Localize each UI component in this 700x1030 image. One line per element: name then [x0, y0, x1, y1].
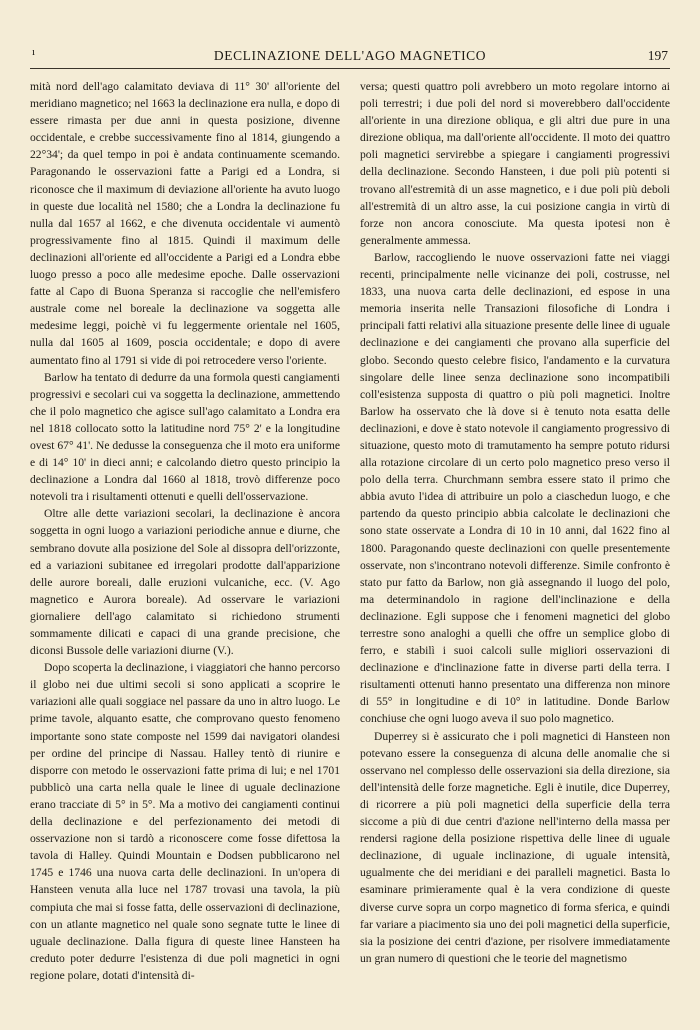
paragraph: Dopo scoperta la declinazione, i viaggiatori che hanno percorso il globo nei due ultimi secoli si sono applicati a scoprire le variazioni alle quali soggiace nel passare da uno in altro luogo. Le prime tavole, alquanto esatte, che comprovano questo fenomeno importante sono state composte nel 1599 dai navigatori olandesi per ordine del principe di Nassau. Halley tentò di riunire e disporre con metodo le osservazioni fatte prima di lui; e nel 1701 pubblicò una carta nella quale le linee di uguale declinazione erano tracciate di 5° in 5°. Ma a motivo dei cangiamenti continui della declinazione e del perfezionamento dei metodi di osservazione non si tardò a riconoscere come fosse difettosa la tavola di Halley. Quindi Mountain e Dodsen pubblicarono nel 1745 e 1746 una nuova carta delle declinazioni. In un'opera di Hansteen venuta alla luce nel 1787 trovasi una tavola, la più compiuta che mai si fosse fatta, delle osservazioni di declinazione, con un atlante magnetico nel quale sono segnate tutte le linee di uguale declinazione. Dalla figura di queste linee Hansteen ha creduto poter dedurre l'esistenza di due poli magnetici in ogni regione polare, dotati d'intensità di- — [30, 661, 340, 982]
paragraph: Barlow, raccogliendo le nuove osservazioni fatte nei viaggi recenti, principalmente nelle vicinanze dei poli, costrusse, nel 1833, una nuova carta delle declinazioni, ed espose in una memoria inserita nelle Transazioni filosofiche di Londra i principali fatti relativi alla situazione presente delle linee di uguale declinazione e dei cangiamenti che provano alla superficie del globo. Secondo questo celebre fisico, l'andamento e la curvatura singolare delle linee senza declinazione sono incompatibili coll'esistenza supposta di quattro o più poli magnetici. Inoltre Barlow ha osservato che là dove si è tenuto nota esatta delle declinazioni, e dove è stato notevole il cangiamento progressivo di situazione, questo moto di tramutamento ha sempre potuto ridursi alla rotazione circolare di un certo polo magnetico preso verso il polo della terra. Churchmann sembra essere stato il primo che abbia avuto l'idea di attribuire un polo a ciaschedun luogo, e che partendo da questo principio abbia calcolate le declinazioni che sono state osservate a Londra di 10 in 10 anni, dal 1622 fino al 1800. Paragonando queste declinazioni con quelle presentemente osservate, non s'incontrano notevoli differenze. Simile confronto è stato pur fatto da Barlow, non già assegnando il luogo del polo, ma determinandolo in ragione dell'inclinazione e della declinazione. Egli suppose che i fenomeni magnetici del globo terrestre sono analoghi a quelli che offre un semplice globo di ferro, e stabilì i suoi calcoli sulle migliori osservazioni di declinazione e d'inclinazione fatte in diverse parti della terra. I risultamenti ottenuti hanno presentato una differenza non minore di 55° in longitudine e di 10° in latitudine. Donde Barlow conchiuse che ogni luogo aveva il suo polo magnetico. — [360, 250, 670, 726]
running-title: DECLINAZIONE DELL'AGO MAGNETICO — [213, 48, 487, 63]
paragraph: Duperrey si è assicurato che i poli magnetici di Hansteen non potevano essere la conseguenza di alcuna delle anomalie che si osservano nel complesso delle osservazioni sia della direzione, sia dell'intensità delle forze magnetiche. Egli è inutile, dice Duperrey, di ricorrere a più poli magnetici della superficie della terra siccome a più di due centri d'azione nell'interno della massa per rendersi ragione della posizione rispettiva delle linee di uguale declinazione, di uguale inclinazione, di uguale intensità, ugualmente che dei meridiani e dei paralleli magnetici. Basta lo esaminare primieramente qual è la vera condizione di queste diverse curve sopra un corpo magnetico di forma sferica, e quindi far variare a piacimento sia uno dei poli magnetici della superficie, sia la posizione dei centri d'azione, per risolvere immediatamente un gran numero di questioni che le teorie del magnetismo — [360, 729, 670, 965]
margin-mark: ı — [32, 46, 36, 58]
paragraph: versa; questi quattro poli avrebbero un moto regolare intorno ai poli terrestri; i due poli del nord si moverebbero dall'occidente all'oriente in una direzione obliqua, e gli altri due pure in una direzione obliqua, ma dall'oriente all'occidente. Il moto dei quattro poli magnetici servirebbe a spiegare i cangiamenti progressivi della declinazione. Secondo Hansteen, i due poli più potenti si trovano all'estremità di un asse magnetico, e i due poli più deboli all'estremità di un altro asse, la cui posizione cangia in virtù di forze non ancora conosciute. Ma questa ipotesi non è generalmente ammessa. — [360, 80, 670, 247]
right-column — [360, 78, 670, 1013]
running-header — [30, 46, 670, 69]
page-number: 197 — [647, 48, 668, 63]
paragraph: Oltre alle dette variazioni secolari, la declinazione è ancora soggetta in ogni luogo a variazioni periodiche annue e diurne, che sembrano dovute alla posizione del Sole al dissopra dell'orizzonte, ed a variazioni subitanee ed irregolari prodotte dall'apparizione delle aurore boreali, dalle eruzioni vulcaniche, ecc. (V. Ago magnetico e Aurora boreale). Ad osservare le variazioni giornaliere dell'ago calamitato si richiedono strumenti sommamente dilicati e capaci di una grande precisione, che diconsi Bussole delle variazioni diurne (V.). — [30, 507, 340, 658]
left-column — [30, 78, 340, 1013]
paragraph: Barlow ha tentato di dedurre da una formola questi cangiamenti progressivi e secolari cui va soggetta la declinazione, ammettendo che il polo magnetico che agisce sull'ago calamitato a Londra era nel 1818 collocato sotto la latitudine nord 75° 2' e la longitudine ovest 67° 41'. Ne dedusse la conseguenza che il moto era uniforme e di 14° 10' in dieci anni; e calcolando dietro questo principio la declinazione a Londra dal 1660 al 1818, trovò differenze poco notevoli tra i risultamenti ottenuti e quelli dell'osservazione. — [30, 370, 340, 504]
text-columns — [30, 78, 670, 1013]
paragraph: mità nord dell'ago calamitato deviava di 11° 30' all'oriente del meridiano magnetico; nel 1663 la declinazione era nulla, e dopo di essere rimasta per due anni in questa posizione, divenne occidentale, e crebbe successivamente fino al 1814, giungendo a 22°34'; da quel tempo in poi è andata continuamente scemando. Paragonando le osservazioni fatte a Parigi ed a Londra, si riconosce che il maximum di deviazione all'oriente ha avuto luogo in queste due località nel 1580; che a Londra la declinazione fu nulla dal 1657 al 1662, e che divenuta occidentale vi aumentò progressivamente fino al 1815. Quindi il maximum delle declinazioni all'oriente ed all'occidente a Parigi ed a Londra ebbe luogo presso a poco alle medesime epoche. Dalle osservazioni fatte al Capo di Buona Speranza si raccoglie che nell'emisfero australe come nel boreale la declinazione va soggetta alle medesime leggi, poichè vi fu leggermente orientale nel 1605, nulla dal 1605 al 1609, poscia occidentale; e dopo di avere aumentato fino al 1791 si vide di poi retrocedere verso l'oriente. — [30, 80, 340, 367]
